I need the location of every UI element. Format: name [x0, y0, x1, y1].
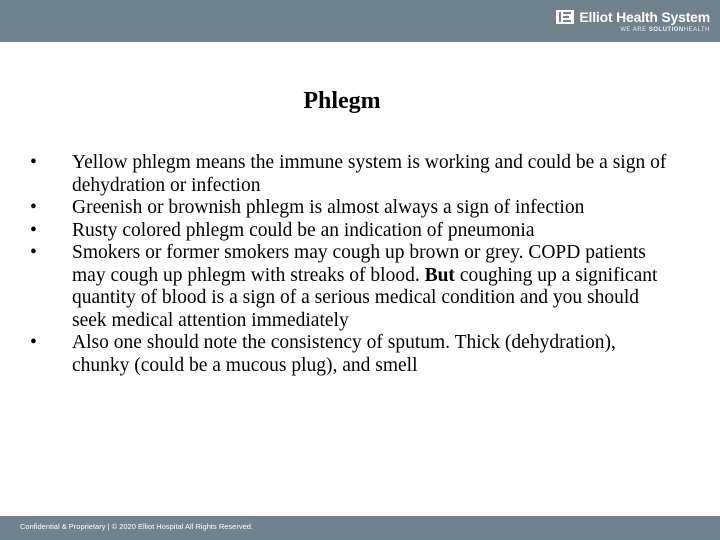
bullet-item: [30, 332, 670, 377]
brand-name: Elliot Health System: [579, 9, 710, 25]
tagline-bold: SOLUTION: [648, 27, 684, 33]
bullet-bold-word: But: [424, 264, 455, 286]
bullet-text-before: Smokers or former smokers may cough up brown or grey. COPD patients may cough up phlegm with streaks of blood.: [72, 242, 646, 286]
bullet-marker: •: [30, 242, 37, 263]
footer-copyright: Confidential & Proprietary | © 2020 Elliot Hospital All Rights Reserved.: [20, 522, 254, 531]
bullet-text: Also one should note the consistency of sputum. Thick (dehydration), chunky (could be a mucous plug), and smell: [72, 332, 616, 376]
bullet-marker: •: [30, 152, 37, 173]
elliot-logo-icon: [556, 10, 574, 24]
bullet-marker: •: [30, 219, 37, 241]
tagline-suffix: HEALTH: [683, 27, 710, 33]
tagline-prefix: WE ARE: [620, 27, 647, 33]
bullet-marker: •: [30, 197, 37, 218]
brand-row: [556, 9, 710, 25]
bullet-item: [30, 242, 670, 332]
bullet-text: Rusty colored phlegm could be an indication of pneumonia: [72, 219, 535, 241]
brand-tagline: [556, 27, 710, 33]
bullet-item: [30, 220, 670, 243]
bullet-text-after: coughing up a significant quantity of blood is a sign of a serious medical condition and you should seek medical attention immediately: [72, 264, 658, 331]
brand-block: [556, 9, 710, 33]
bullet-marker: •: [30, 332, 37, 353]
bullet-text: Greenish or brownish phlegm is almost always a sign of infection: [72, 197, 585, 218]
bullet-item: [30, 197, 670, 220]
slide-title: Phlegm: [303, 88, 381, 114]
bullet-list: [30, 152, 670, 377]
footer-band: [0, 516, 720, 540]
bullet-text: Yellow phlegm means the immune system is working and could be a sign of dehydration or infection: [72, 152, 667, 196]
bullet-item: [30, 152, 670, 197]
